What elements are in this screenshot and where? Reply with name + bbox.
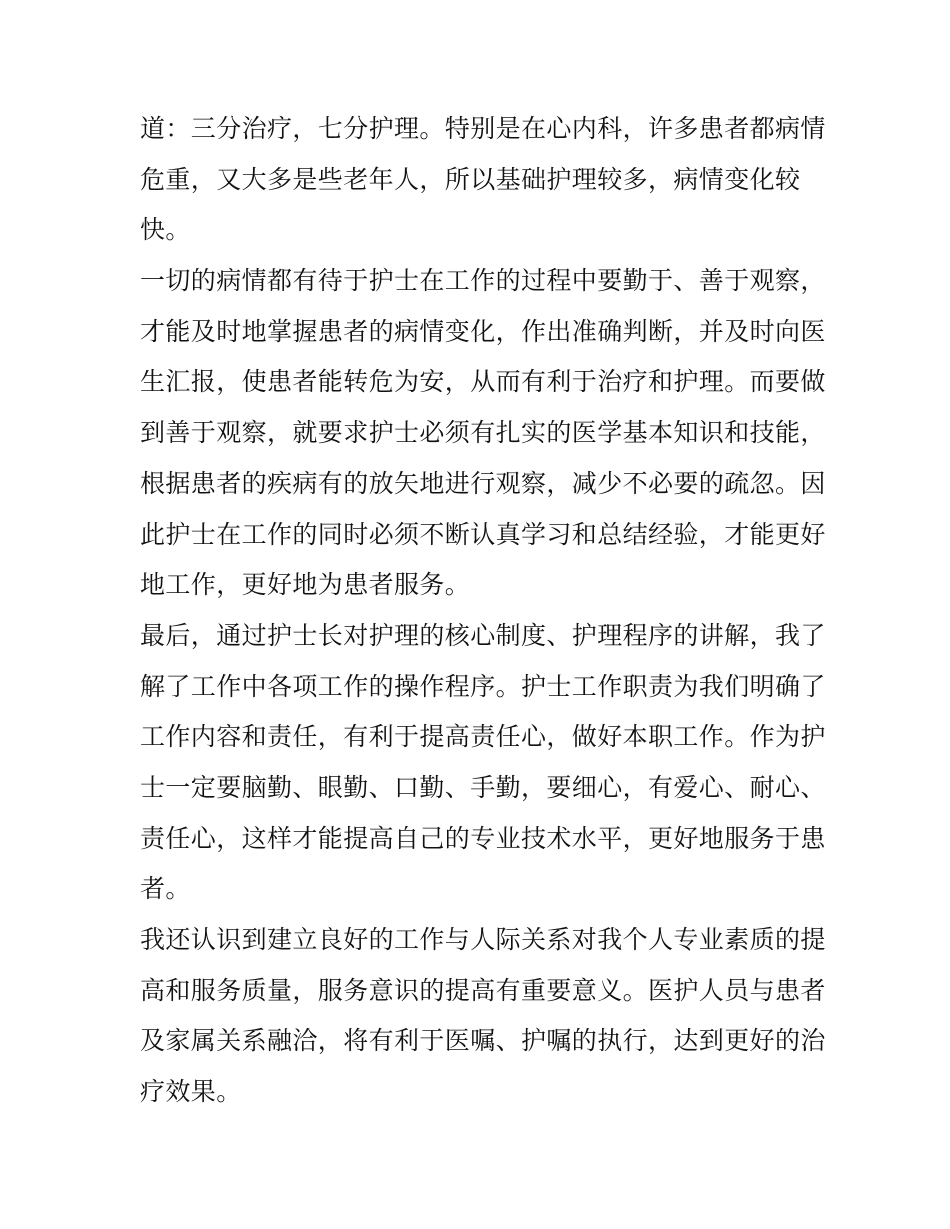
text-line: 高和服务质量，服务意识的提高有重要意义。医护人员与患者 — [140, 975, 826, 1005]
text-line: 生汇报，使患者能转危为安，从而有利于治疗和护理。而要做 — [140, 367, 826, 397]
text-line: 疗效果。 — [140, 1077, 242, 1107]
text-line: 才能及时地掌握患者的病情变化，作出准确判断，并及时向医 — [140, 316, 826, 346]
text-line: 此护士在工作的同时必须不断认真学习和总结经验，才能更好 — [140, 519, 826, 549]
text-line: 者。 — [140, 874, 191, 904]
text-line: 及家属关系融洽，将有利于医嘱、护嘱的执行，达到更好的治 — [140, 1026, 826, 1056]
text-line: 快。 — [140, 215, 191, 245]
text-line: 工作内容和责任，有利于提高责任心，做好本职工作。作为护 — [140, 722, 826, 752]
text-line: 危重，又大多是些老年人，所以基础护理较多，病情变化较 — [140, 164, 801, 194]
text-line: 地工作，更好地为患者服务。 — [140, 570, 471, 600]
text-line: 一切的病情都有待于护士在工作的过程中要勤于、善于观察， — [140, 266, 826, 296]
text-line: 解了工作中各项工作的操作程序。护士工作职责为我们明确了 — [140, 671, 826, 701]
text-line: 士一定要脑勤、眼勤、口勤、手勤，要细心，有爱心、耐心、 — [140, 772, 826, 802]
text-line: 最后，通过护士长对护理的核心制度、护理程序的讲解，我了 — [140, 620, 826, 650]
text-line: 根据患者的疾病有的放矢地进行观察，减少不必要的疏忽。因 — [140, 468, 826, 498]
text-line: 责任心，这样才能提高自己的专业技术水平，更好地服务于患 — [140, 823, 826, 853]
text-line: 道：三分治疗，七分护理。特别是在心内科，许多患者都病情 — [140, 114, 826, 143]
text-line: 我还认识到建立良好的工作与人际关系对我个人专业素质的提 — [140, 925, 826, 954]
text-line: 到善于观察，就要求护士必须有扎实的医学基本知识和技能， — [140, 418, 826, 448]
document-body — [140, 104, 826, 1118]
